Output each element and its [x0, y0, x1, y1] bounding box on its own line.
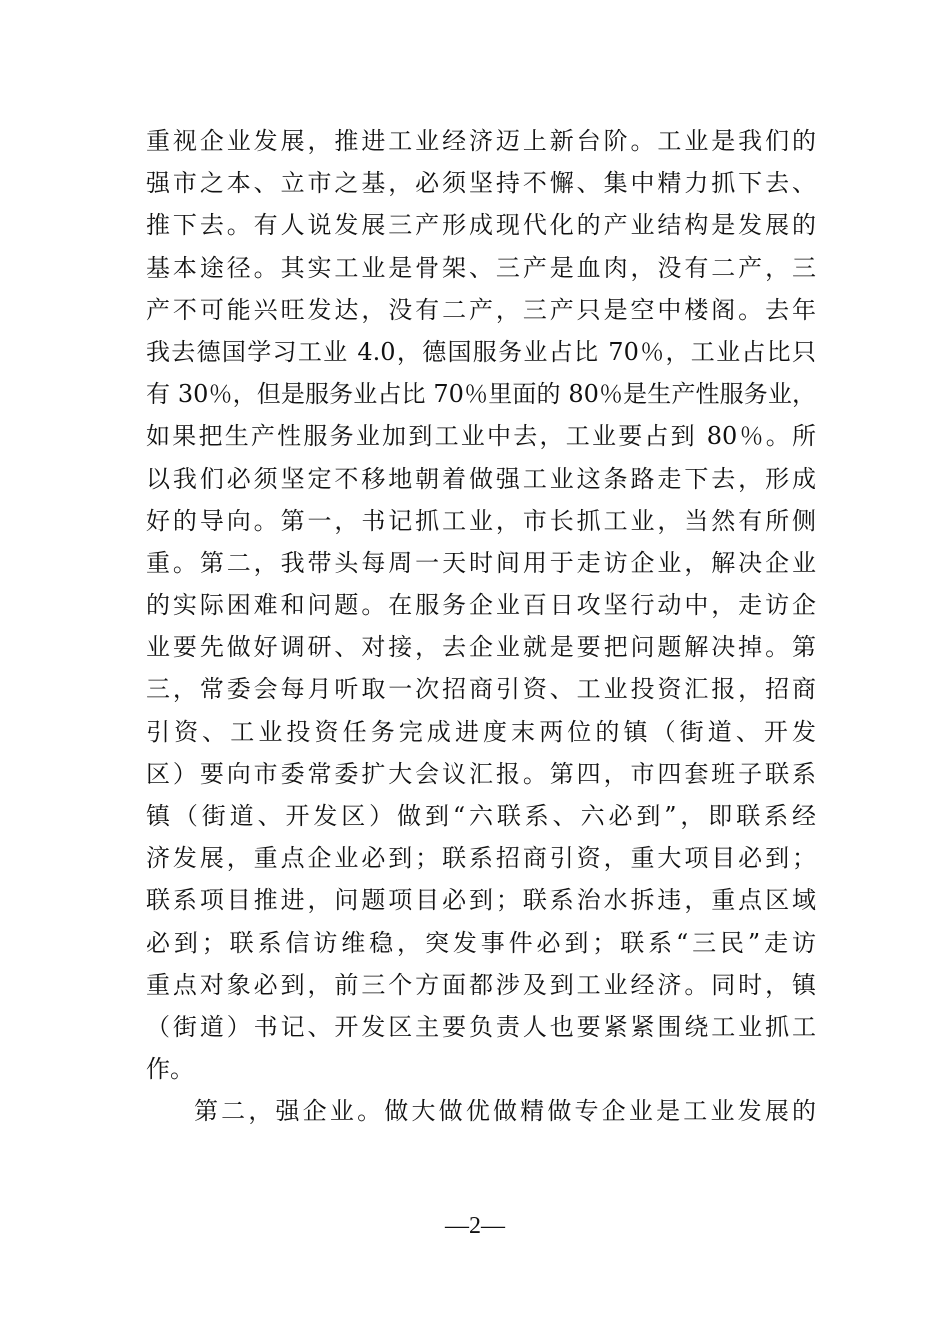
text-line: 区）要向市委常委扩大会议汇报。第四，市四套班子联系: [146, 759, 816, 788]
text-line: 重视企业发展，推进工业经济迈上新台阶。工业是我们的: [146, 127, 816, 155]
text-line: 引资、工业投资任务完成进度末两位的镇（街道、开发: [146, 717, 816, 746]
text-line: 作。: [146, 1055, 194, 1084]
text-line: 重。第二，我带头每周一天时间用于走访企业，解决企业: [146, 548, 816, 577]
body-text: [146, 120, 816, 1133]
text-line: 有 30％，但是服务业占比 70％里面的 80％是生产性服务业，: [146, 380, 816, 409]
text-line: 好的导向。第一，书记抓工业，市长抓工业，当然有所侧: [146, 506, 816, 535]
text-line: 推下去。有人说发展三产形成现代化的产业结构是发展的: [146, 211, 816, 240]
text-line: 如果把生产性服务业加到工业中去，工业要占到 80％。所: [146, 422, 816, 451]
text-line: 产不可能兴旺发达，没有二产，三产只是空中楼阁。去年: [146, 295, 816, 324]
text-line: 我去德国学习工业 4.0，德国服务业占比 70％，工业占比只: [146, 337, 816, 366]
text-line: 基本途径。其实工业是骨架、三产是血肉，没有二产，三: [146, 253, 816, 282]
text-line: 强市之本、立市之基，必须坚持不懈、集中精力抓下去、: [146, 169, 816, 198]
text-line: 三，常委会每月听取一次招商引资、工业投资汇报，招商: [146, 675, 816, 704]
text-line: 以我们必须坚定不移地朝着做强工业这条路走下去，形成: [146, 464, 816, 493]
paragraph-start-line: 第二，强企业。做大做优做精做专企业是工业发展的: [194, 1097, 816, 1126]
text-line: 济发展，重点企业必到；联系招商引资，重大项目必到；: [146, 844, 816, 873]
text-line: （街道）书记、开发区主要负责人也要紧紧围绕工业抓工: [146, 1012, 816, 1041]
text-line: 联系项目推进，问题项目必到；联系治水拆违，重点区域: [146, 886, 816, 915]
text-line: 镇（街道、开发区）做到“六联系、六必到”，即联系经: [146, 802, 816, 830]
text-line: 重点对象必到，前三个方面都涉及到工业经济。同时，镇: [146, 970, 816, 999]
text-line: 业要先做好调研、对接，去企业就是要把问题解决掉。第: [146, 633, 816, 662]
text-line: 的实际困难和问题。在服务企业百日攻坚行动中，走访企: [146, 591, 816, 620]
text-line: 必到；联系信访维稳，突发事件必到；联系“三民”走访: [146, 928, 816, 957]
page-number: —2—: [445, 1213, 505, 1239]
